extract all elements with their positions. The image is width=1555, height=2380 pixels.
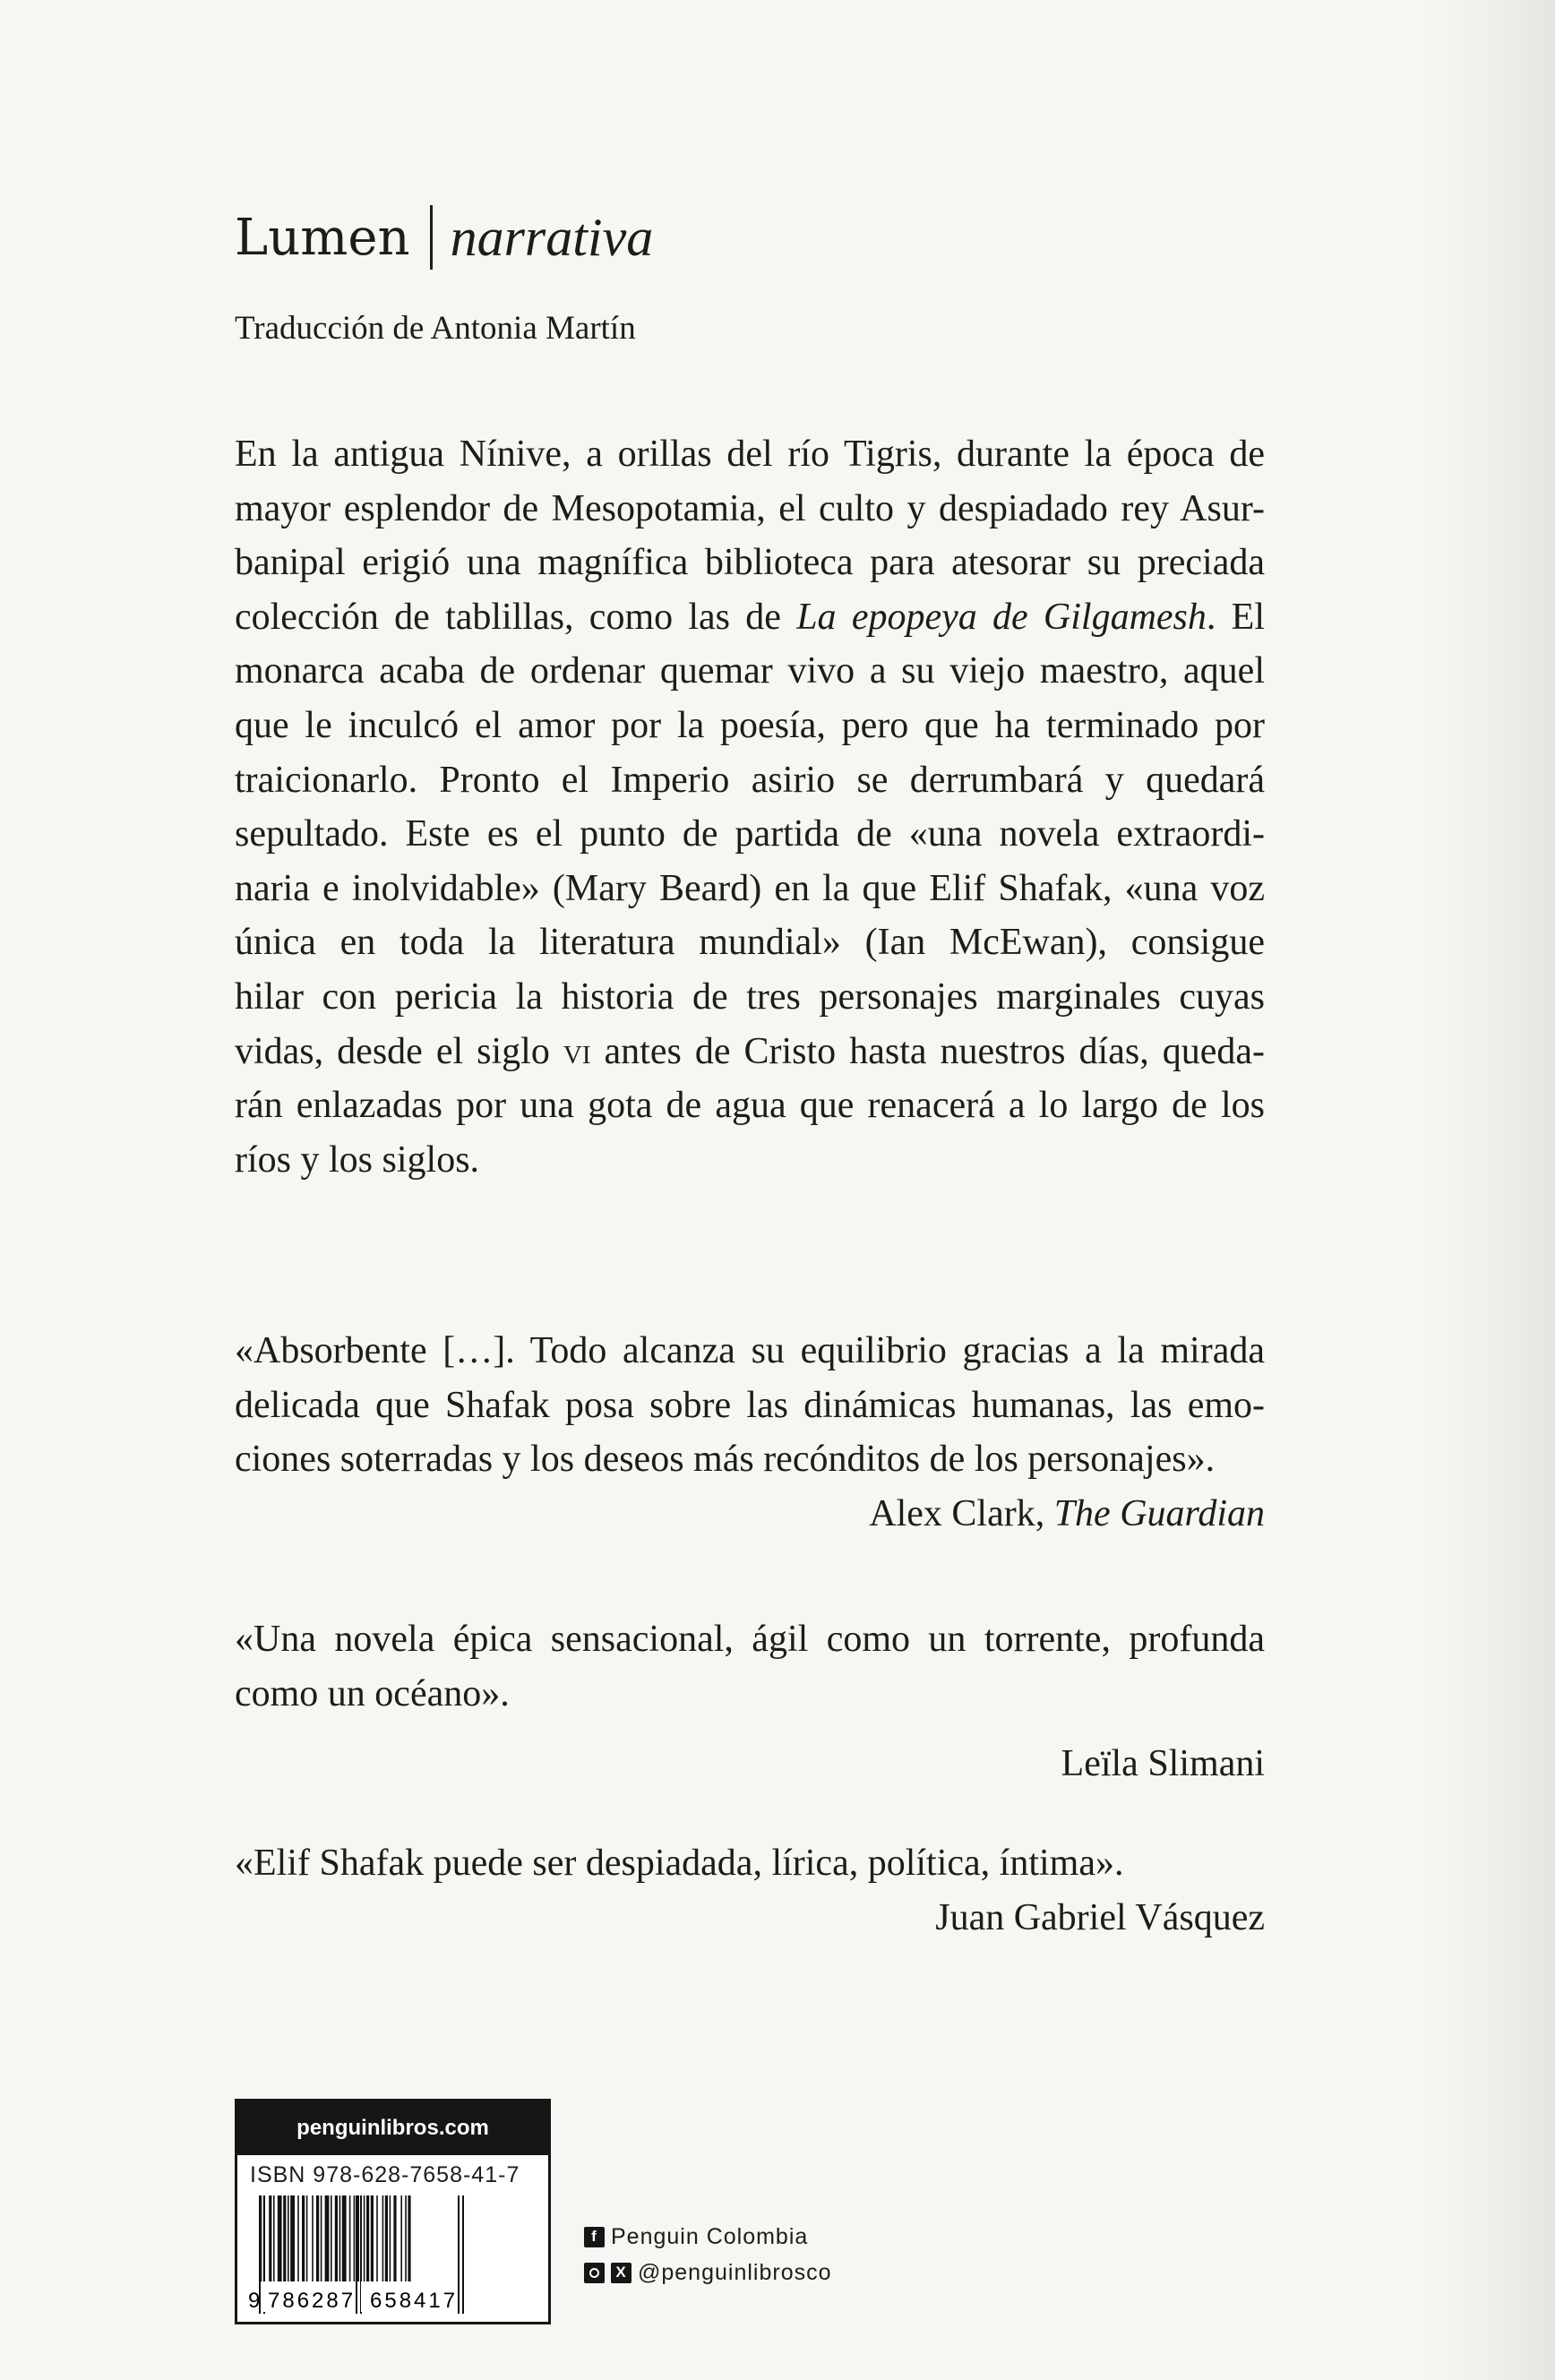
synopsis-text: vidas, desde el siglo xyxy=(235,1030,563,1072)
barcode-bar xyxy=(269,2195,271,2281)
quote-line: «Absorbente […]. Todo alcanza su equilibrio gracias a la mirada xyxy=(235,1330,1265,1371)
instagram-icon xyxy=(584,2263,605,2283)
barcode-bar xyxy=(335,2195,338,2281)
barcode-bar xyxy=(273,2195,275,2281)
barcode-bar xyxy=(306,2195,308,2281)
x-icon: X xyxy=(611,2263,631,2283)
synopsis-line: única en toda la literatura mundial» (Ian McEwan), consigue xyxy=(235,922,1265,964)
barcode-bar xyxy=(349,2195,351,2281)
quote-line: delicada que Shafak posa sobre las dinámicas humanas, las emo- xyxy=(235,1384,1265,1426)
isbn-number: ISBN 978-628-7658-41-7 xyxy=(250,2162,520,2187)
quote-line: «Una novela épica sensacional, ágil como un torrente, profunda xyxy=(235,1619,1265,1660)
barcode-left-digits: 786287 xyxy=(268,2289,357,2313)
instagram-x-link[interactable] xyxy=(584,2255,832,2290)
review-quote xyxy=(235,1612,1265,1791)
barcode-bar xyxy=(342,2195,347,2281)
barcode-bar xyxy=(297,2195,299,2281)
synopsis-line: que le inculcó el amor por la poesía, pero que ha terminado por xyxy=(235,704,1265,746)
barcode-bar xyxy=(290,2195,295,2281)
barcode-bar xyxy=(354,2195,356,2281)
barcode xyxy=(246,2195,542,2319)
synopsis-line: rán enlazadas por una gota de agua que renacerá a lo largo de los xyxy=(235,1085,1265,1127)
quote-line: como un océano». xyxy=(235,1672,510,1714)
barcode-first-digit: 9 xyxy=(248,2289,261,2313)
barcode-right-digits: 658417 xyxy=(370,2289,459,2313)
barcode-guard-bar xyxy=(458,2195,460,2314)
book-title: La epopeya de Gilgamesh xyxy=(796,596,1207,638)
barcode-bar xyxy=(312,2195,314,2281)
collection-name: narrativa xyxy=(450,207,654,267)
barcode-guard-bar xyxy=(462,2195,464,2314)
review-quote xyxy=(235,1324,1265,1541)
barcode-bar xyxy=(366,2195,369,2281)
synopsis-line: naria e inolvidable» (Mary Beard) en la que Elif Shafak, «una voz xyxy=(235,867,1265,909)
barcode-bar xyxy=(316,2195,319,2281)
quote-author xyxy=(235,1487,1265,1542)
synopsis-text: antes de Cristo hasta nuestros días, queda- xyxy=(590,1030,1265,1072)
quote-line: «Elif Shafak puede ser despiadada, lírica, política, íntima». xyxy=(235,1843,1124,1884)
barcode-bar xyxy=(400,2195,402,2281)
barcode-bar xyxy=(302,2195,305,2281)
social-links xyxy=(584,2220,832,2291)
barcode-bar xyxy=(385,2195,388,2281)
imprint xyxy=(235,202,653,273)
synopsis-line: banipal erigió una magnífica biblioteca para atesorar su preciada xyxy=(235,542,1265,584)
quote-author: Juan Gabriel Vásquez xyxy=(935,1896,1265,1938)
facebook-link[interactable] xyxy=(584,2220,832,2254)
translator-credit: Traducción de Antonia Martín xyxy=(235,310,636,347)
quote-line: ciones soterradas y los deseos más recónditos de los personajes». xyxy=(235,1439,1216,1481)
barcode-bar xyxy=(331,2195,332,2281)
publisher-website: penguinlibros.com xyxy=(237,2101,548,2155)
synopsis-line: monarca acaba de ordenar quemar vivo a su viejo maestro, aquel xyxy=(235,650,1265,692)
facebook-label: Penguin Colombia xyxy=(611,2223,809,2249)
review-quote xyxy=(235,1836,1265,1945)
synopsis-line xyxy=(235,590,1265,645)
synopsis-line: sepultado. Este es el punto de partida de «una novela extraordi- xyxy=(235,813,1265,855)
author-name: Alex Clark, xyxy=(869,1492,1054,1534)
synopsis-line: mayor esplendor de Mesopotamia, el culto y despiadado rey Asur- xyxy=(235,487,1265,529)
barcode-bar xyxy=(371,2195,374,2281)
barcode-bar xyxy=(364,2195,365,2281)
barcode-bar xyxy=(390,2195,391,2281)
synopsis-line: hilar con pericia la historia de tres personajes marginales cuyas xyxy=(235,975,1265,1018)
synopsis-line: En la antigua Nínive, a orillas del río Tigris, durante la época de xyxy=(235,434,1265,475)
barcode-bar xyxy=(408,2195,410,2281)
synopsis-text: . El xyxy=(1206,596,1265,638)
barcode-digit-gap xyxy=(472,2281,533,2312)
barcode-bar xyxy=(283,2195,286,2281)
synopsis-line: ríos y los siglos. xyxy=(235,1138,480,1181)
publisher-name: Lumen xyxy=(235,208,410,267)
barcode-bar xyxy=(339,2195,341,2281)
synopsis-line xyxy=(235,1025,1265,1079)
facebook-icon: f xyxy=(584,2227,605,2247)
barcode-bar xyxy=(393,2195,396,2281)
synopsis xyxy=(235,427,1265,1187)
synopsis-text: colección de tablillas, como las de xyxy=(235,596,797,638)
source-publication: The Guardian xyxy=(1053,1492,1265,1534)
barcode-guard-bar xyxy=(356,2195,357,2314)
barcode-box xyxy=(235,2099,551,2324)
social-handle: @penguinlibrosco xyxy=(638,2259,832,2285)
synopsis-line: traicionarlo. Pronto el Imperio asirio se derrumbará y quedará xyxy=(235,759,1265,801)
century-numeral: vi xyxy=(563,1030,591,1072)
barcode-bar xyxy=(376,2195,378,2281)
barcode-bar xyxy=(278,2195,282,2281)
page-edge-shadow xyxy=(1421,0,1555,2380)
barcode-bar xyxy=(321,2195,322,2281)
barcode-bar xyxy=(405,2195,407,2281)
quote-author: Leïla Slimani xyxy=(1061,1743,1265,1785)
imprint-divider xyxy=(430,205,433,270)
barcode-bar xyxy=(382,2195,384,2281)
barcode-bar xyxy=(288,2195,289,2281)
barcode-bar xyxy=(325,2195,330,2281)
